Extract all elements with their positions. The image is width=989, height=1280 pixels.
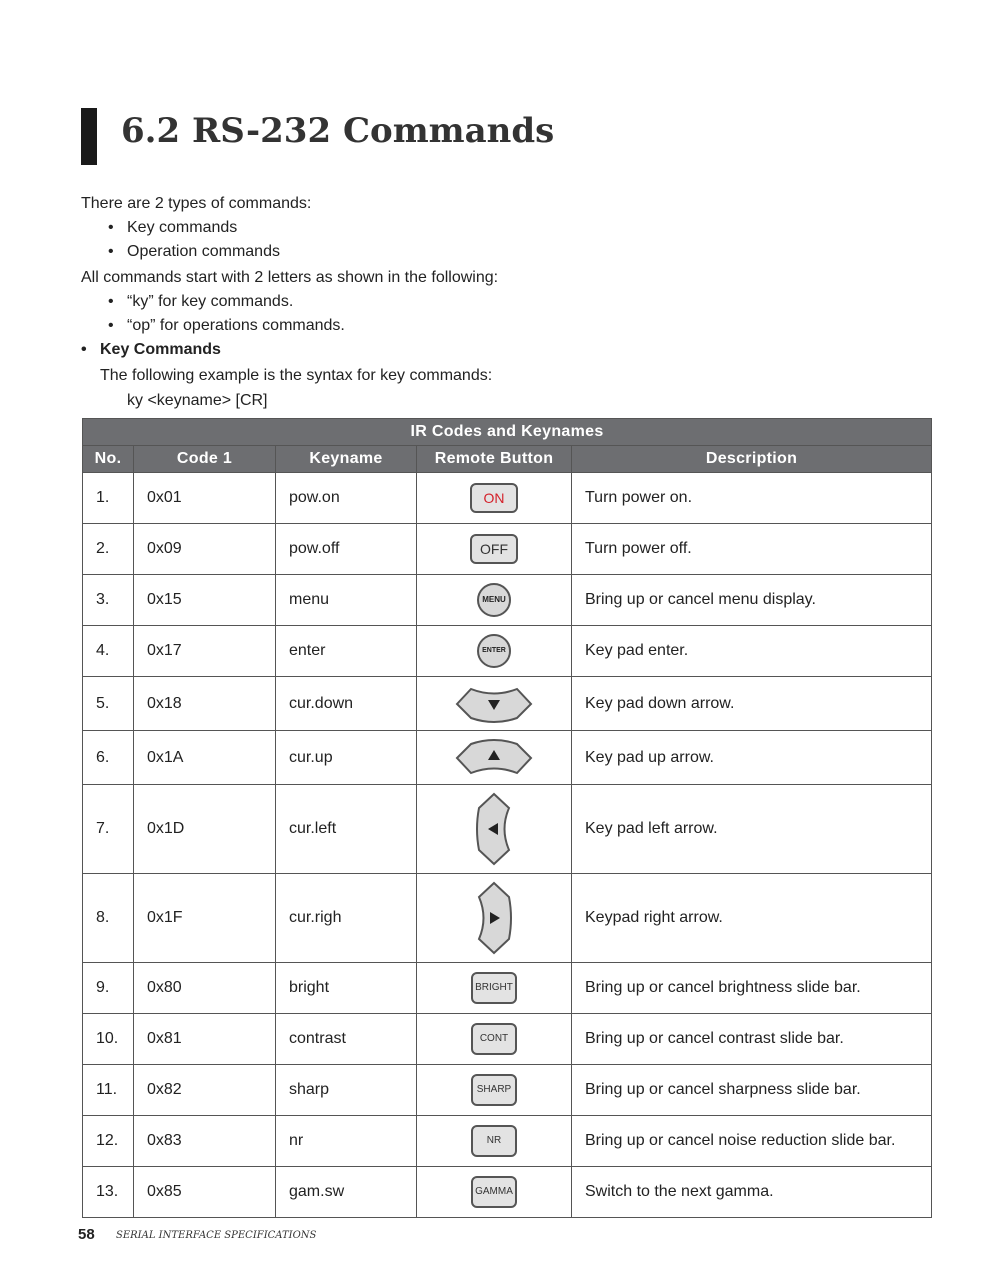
row-code: 0x82 (134, 1065, 276, 1116)
power-off-button-icon: OFF (470, 534, 518, 564)
row-description: Bring up or cancel sharpness slide bar. (572, 1065, 932, 1116)
row-keyname: cur.left (276, 785, 417, 874)
row-no: 9. (83, 963, 134, 1014)
table-row (83, 785, 932, 874)
table-row (83, 1065, 932, 1116)
row-code: 0x83 (134, 1116, 276, 1167)
row-description: Key pad enter. (572, 626, 932, 677)
row-description: Bring up or cancel contrast slide bar. (572, 1014, 932, 1065)
table-row (83, 677, 932, 731)
row-no: 12. (83, 1116, 134, 1167)
row-keyname: cur.righ (276, 874, 417, 963)
row-description: Bring up or cancel brightness slide bar. (572, 963, 932, 1014)
type-item: • Operation commands (127, 242, 280, 262)
types-intro: There are 2 types of commands: (81, 195, 312, 212)
ir-codes-table (82, 418, 932, 1218)
row-code: 0x01 (134, 473, 276, 524)
col-header-no: No. (83, 446, 134, 473)
row-no: 4. (83, 626, 134, 677)
footer-section-title: SERIAL INTERFACE SPECIFICATIONS (116, 1230, 317, 1241)
row-description: Keypad right arrow. (572, 874, 932, 963)
table-row (83, 874, 932, 963)
row-description: Key pad down arrow. (572, 677, 932, 731)
table-row (83, 1116, 932, 1167)
row-keyname: cur.up (276, 731, 417, 785)
prefix-item: • “ky” for key commands. (127, 292, 293, 312)
prefix-intro: All commands start with 2 letters as shown in the following: (81, 269, 499, 286)
menu-button-icon: MENU (477, 583, 511, 617)
table-row (83, 1014, 932, 1065)
row-description: Switch to the next gamma. (572, 1167, 932, 1218)
row-description: Bring up or cancel menu display. (572, 575, 932, 626)
row-keyname: gam.sw (276, 1167, 417, 1218)
col-header-remote-button: Remote Button (417, 446, 572, 473)
page-number: 58 (78, 1226, 95, 1243)
table-row (83, 1167, 932, 1218)
row-keyname: enter (276, 626, 417, 677)
row-description: Key pad up arrow. (572, 731, 932, 785)
bright-button-icon: BRIGHT (471, 972, 517, 1004)
row-code: 0x1F (134, 874, 276, 963)
row-no: 11. (83, 1065, 134, 1116)
row-no: 7. (83, 785, 134, 874)
row-keyname: bright (276, 963, 417, 1014)
page-title: 6.2 RS-232 Commands (121, 111, 555, 151)
table-caption: IR Codes and Keynames (83, 419, 932, 446)
col-header-description: Description (572, 446, 932, 473)
right-arrow-button-icon (474, 880, 514, 956)
row-keyname: pow.off (276, 524, 417, 575)
table-row (83, 575, 932, 626)
row-code: 0x15 (134, 575, 276, 626)
prefix-item: • “op” for operations commands. (127, 316, 345, 336)
key-commands-heading: • Key Commands (100, 340, 221, 360)
sharp-button-icon: SHARP (471, 1074, 517, 1106)
row-no: 1. (83, 473, 134, 524)
row-code: 0x85 (134, 1167, 276, 1218)
row-keyname: cur.down (276, 677, 417, 731)
table-row (83, 963, 932, 1014)
row-keyname: sharp (276, 1065, 417, 1116)
row-description: Turn power off. (572, 524, 932, 575)
table-row (83, 731, 932, 785)
down-arrow-button-icon (454, 684, 534, 724)
table-row (83, 626, 932, 677)
left-arrow-button-icon (474, 791, 514, 867)
row-code: 0x09 (134, 524, 276, 575)
row-no: 5. (83, 677, 134, 731)
col-header-keyname: Keyname (276, 446, 417, 473)
row-code: 0x1D (134, 785, 276, 874)
title-accent-bar (81, 108, 97, 165)
row-description: Turn power on. (572, 473, 932, 524)
row-code: 0x1A (134, 731, 276, 785)
table-row (83, 473, 932, 524)
row-keyname: menu (276, 575, 417, 626)
row-no: 10. (83, 1014, 134, 1065)
enter-button-icon: ENTER (477, 634, 511, 668)
row-code: 0x80 (134, 963, 276, 1014)
row-keyname: pow.on (276, 473, 417, 524)
row-no: 13. (83, 1167, 134, 1218)
row-no: 3. (83, 575, 134, 626)
row-no: 6. (83, 731, 134, 785)
up-arrow-button-icon (454, 738, 534, 778)
type-item: • Key commands (127, 218, 237, 238)
row-keyname: nr (276, 1116, 417, 1167)
row-code: 0x81 (134, 1014, 276, 1065)
gamma-button-icon: GAMMA (471, 1176, 517, 1208)
row-keyname: contrast (276, 1014, 417, 1065)
key-commands-desc: The following example is the syntax for key commands: (100, 367, 493, 384)
power-on-button-icon: ON (470, 483, 518, 513)
key-syntax: ky <keyname> [CR] (127, 392, 268, 409)
table-row (83, 524, 932, 575)
row-code: 0x17 (134, 626, 276, 677)
col-header-code: Code 1 (134, 446, 276, 473)
row-no: 8. (83, 874, 134, 963)
row-code: 0x18 (134, 677, 276, 731)
row-description: Key pad left arrow. (572, 785, 932, 874)
row-no: 2. (83, 524, 134, 575)
contrast-button-icon: CONT (471, 1023, 517, 1055)
row-description: Bring up or cancel noise reduction slide bar. (572, 1116, 932, 1167)
nr-button-icon: NR (471, 1125, 517, 1157)
